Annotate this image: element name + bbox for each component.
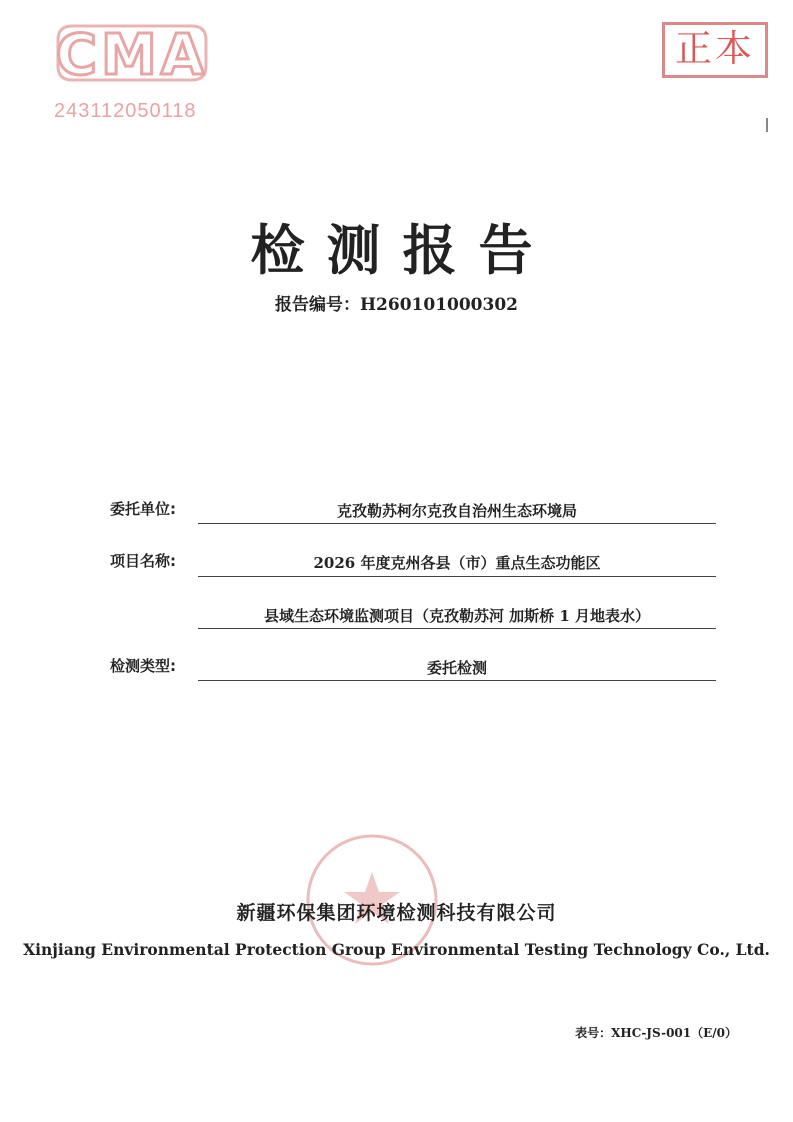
svg-text:CMA: CMA [55,23,209,88]
report-title: 检测报告 [250,219,555,282]
project-value-line2: 县域生态环境监测项目（克孜勒苏河 加斯桥 1 月地表水） [263,607,651,625]
company-name-english: Xinjiang Environmental Protection Group Environmental Testing Technology Co., Ltd. [23,940,770,959]
test-type-label: 检测类型: [110,657,176,675]
test-type-value: 委托检测 [426,659,487,677]
project-underline-2 [198,628,716,629]
test-type-underline [198,680,716,681]
form-number: 表号：XHC-JS-001（E/0） [575,1026,737,1040]
client-value: 克孜勒苏柯尔克孜自治州生态环境局 [336,502,577,520]
report-number: 报告编号：H260101000302 [274,295,518,315]
project-label: 项目名称: [110,552,176,570]
cma-certificate-number: 243112050118 [54,100,197,122]
company-name-chinese: 新疆环保集团环境检测科技有限公司 [236,902,557,924]
scan-mark [766,118,768,132]
project-underline-1 [198,576,716,577]
client-label: 委托单位: [110,500,176,518]
project-value-line1: 2026 年度克州各县（市）重点生态功能区 [313,554,601,572]
client-underline [198,523,716,524]
original-copy-stamp: 正本 [662,22,768,78]
